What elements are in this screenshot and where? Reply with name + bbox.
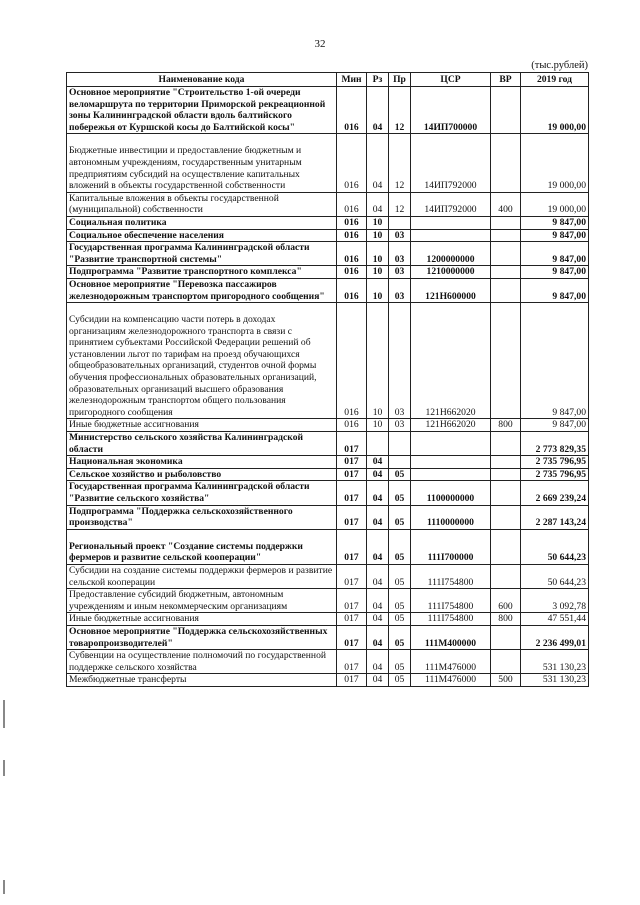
table-row (67, 650, 589, 674)
cell-csr: 14ИП792000 (411, 192, 491, 216)
cell-csr: 1200000000 (411, 242, 491, 266)
margin-mark (3, 760, 5, 776)
cell-min: 016 (337, 229, 367, 242)
cell-pr: 03 (389, 266, 411, 279)
cell-vr (491, 625, 521, 649)
cell-amount: 9 847,00 (521, 242, 589, 266)
cell-amount: 2 773 829,35 (521, 432, 589, 456)
cell-pr: 05 (389, 650, 411, 674)
cell-amount: 50 644,23 (521, 529, 589, 564)
cell-vr (491, 134, 521, 192)
cell-min: 017 (337, 674, 367, 687)
cell-vr (491, 529, 521, 564)
table-row (67, 625, 589, 649)
cell-min: 017 (337, 650, 367, 674)
cell-amount: 19 000,00 (521, 134, 589, 192)
cell-min: 016 (337, 303, 367, 419)
table-row (67, 192, 589, 216)
cell-pr: 05 (389, 468, 411, 481)
cell-csr: 111I754800 (411, 613, 491, 626)
table-row (67, 468, 589, 481)
cell-vr (491, 481, 521, 505)
table-row (67, 529, 589, 564)
cell-rz: 04 (367, 468, 389, 481)
cell-name: Государственная программа Калининградской области "Развитие транспортной системы" (67, 242, 337, 266)
cell-rz: 10 (367, 266, 389, 279)
cell-name: Предоставление субсидий бюджетным, автономным учреждениям и иным некоммерческим организациям (67, 589, 337, 613)
cell-min: 017 (337, 564, 367, 588)
cell-pr (389, 432, 411, 456)
margin-mark (3, 880, 5, 894)
table-row (67, 134, 589, 192)
unit-note: (тыс.рублей) (531, 60, 588, 71)
cell-vr (491, 278, 521, 302)
cell-csr: 14ИП700000 (411, 87, 491, 134)
cell-amount: 19 000,00 (521, 87, 589, 134)
cell-vr (491, 87, 521, 134)
cell-rz: 04 (367, 613, 389, 626)
cell-csr: 111М476000 (411, 674, 491, 687)
cell-rz: 10 (367, 419, 389, 432)
table-row (67, 242, 589, 266)
header-min: Мин (337, 73, 367, 87)
cell-rz: 04 (367, 650, 389, 674)
cell-vr: 800 (491, 419, 521, 432)
cell-pr: 12 (389, 192, 411, 216)
cell-name: Сельское хозяйство и рыболовство (67, 468, 337, 481)
cell-min: 017 (337, 468, 367, 481)
cell-rz: 04 (367, 589, 389, 613)
cell-csr (411, 229, 491, 242)
margin-mark (3, 700, 5, 728)
table-row (67, 303, 589, 419)
cell-pr: 05 (389, 529, 411, 564)
cell-csr: 121Н600000 (411, 278, 491, 302)
cell-amount: 9 847,00 (521, 278, 589, 302)
table-row (67, 216, 589, 229)
cell-min: 017 (337, 529, 367, 564)
cell-amount: 2 735 796,95 (521, 468, 589, 481)
table-row (67, 278, 589, 302)
cell-rz: 04 (367, 529, 389, 564)
cell-min: 017 (337, 456, 367, 469)
cell-rz: 10 (367, 278, 389, 302)
cell-rz: 10 (367, 229, 389, 242)
cell-name: Основное мероприятие "Перевозка пассажиров железнодорожным транспортом пригородного сообщения" (67, 278, 337, 302)
header-rz: Рз (367, 73, 389, 87)
table-row (67, 87, 589, 134)
cell-pr: 03 (389, 278, 411, 302)
cell-vr (491, 216, 521, 229)
cell-pr: 05 (389, 564, 411, 588)
cell-name: Национальная экономика (67, 456, 337, 469)
cell-amount: 531 130,23 (521, 674, 589, 687)
cell-amount: 2 669 239,24 (521, 481, 589, 505)
table-row (67, 229, 589, 242)
cell-name: Государственная программа Калининградской области "Развитие сельского хозяйства" (67, 481, 337, 505)
cell-name: Подпрограмма "Развитие транспортного комплекса" (67, 266, 337, 279)
table-header-row (67, 73, 589, 87)
cell-vr: 400 (491, 192, 521, 216)
cell-amount: 2 735 796,95 (521, 456, 589, 469)
table-row (67, 505, 589, 529)
cell-vr: 800 (491, 613, 521, 626)
cell-pr: 03 (389, 303, 411, 419)
table-row (67, 266, 589, 279)
cell-name: Региональный проект "Создание системы поддержки фермеров и развитие сельской кооперации" (67, 529, 337, 564)
cell-rz: 04 (367, 505, 389, 529)
cell-pr: 05 (389, 674, 411, 687)
cell-vr (491, 242, 521, 266)
cell-rz: 04 (367, 134, 389, 192)
cell-vr (491, 468, 521, 481)
cell-pr: 05 (389, 625, 411, 649)
cell-name: Субсидии на создание системы поддержки фермеров и развитие сельской кооперации (67, 564, 337, 588)
cell-csr: 121Н662020 (411, 419, 491, 432)
page-number: 32 (314, 38, 326, 50)
cell-csr: 1100000000 (411, 481, 491, 505)
cell-min: 017 (337, 432, 367, 456)
cell-csr: 111М476000 (411, 650, 491, 674)
cell-min: 016 (337, 266, 367, 279)
cell-pr (389, 216, 411, 229)
cell-csr: 111I754800 (411, 564, 491, 588)
cell-pr: 12 (389, 87, 411, 134)
header-vr: ВР (491, 73, 521, 87)
cell-csr (411, 468, 491, 481)
cell-csr: 111I754800 (411, 589, 491, 613)
cell-name: Капитальные вложения в объекты государственной (муниципальной) собственности (67, 192, 337, 216)
table-row (67, 481, 589, 505)
cell-name: Социальное обеспечение населения (67, 229, 337, 242)
table-row (67, 589, 589, 613)
cell-name: Подпрограмма "Поддержка сельскохозяйственного производства" (67, 505, 337, 529)
cell-min: 016 (337, 419, 367, 432)
cell-amount: 2 236 499,01 (521, 625, 589, 649)
cell-vr (491, 456, 521, 469)
cell-min: 016 (337, 87, 367, 134)
cell-csr: 1110000000 (411, 505, 491, 529)
cell-pr: 12 (389, 134, 411, 192)
cell-amount: 19 000,00 (521, 192, 589, 216)
cell-amount: 9 847,00 (521, 419, 589, 432)
cell-rz: 04 (367, 87, 389, 134)
cell-name: Основное мероприятие "Поддержка сельскохозяйственных товаропроизводителей" (67, 625, 337, 649)
cell-pr: 05 (389, 505, 411, 529)
cell-pr (389, 456, 411, 469)
cell-amount: 9 847,00 (521, 229, 589, 242)
cell-rz: 04 (367, 456, 389, 469)
cell-pr: 05 (389, 589, 411, 613)
table-body (67, 87, 589, 687)
table-row (67, 564, 589, 588)
cell-vr (491, 229, 521, 242)
cell-amount: 3 092,78 (521, 589, 589, 613)
cell-amount: 9 847,00 (521, 216, 589, 229)
cell-vr (491, 432, 521, 456)
table-row (67, 613, 589, 626)
cell-csr: 111I700000 (411, 529, 491, 564)
cell-pr: 03 (389, 242, 411, 266)
cell-rz: 10 (367, 216, 389, 229)
cell-rz: 04 (367, 481, 389, 505)
cell-vr: 500 (491, 674, 521, 687)
cell-vr (491, 505, 521, 529)
cell-min: 017 (337, 481, 367, 505)
cell-pr: 05 (389, 613, 411, 626)
header-name: Наименование кода (67, 73, 337, 87)
header-pr: Пр (389, 73, 411, 87)
table-row (67, 419, 589, 432)
cell-csr (411, 432, 491, 456)
cell-csr (411, 216, 491, 229)
cell-min: 017 (337, 505, 367, 529)
cell-rz: 04 (367, 674, 389, 687)
cell-csr: 121Н662020 (411, 303, 491, 419)
cell-rz: 04 (367, 625, 389, 649)
cell-csr: 14ИП792000 (411, 134, 491, 192)
header-csr: ЦСР (411, 73, 491, 87)
cell-pr: 05 (389, 481, 411, 505)
cell-rz: 04 (367, 192, 389, 216)
cell-vr (491, 564, 521, 588)
cell-csr: 111М400000 (411, 625, 491, 649)
cell-csr: 1210000000 (411, 266, 491, 279)
cell-min: 016 (337, 216, 367, 229)
cell-amount: 531 130,23 (521, 650, 589, 674)
cell-pr: 03 (389, 419, 411, 432)
budget-table (66, 72, 589, 687)
cell-min: 016 (337, 134, 367, 192)
cell-amount: 9 847,00 (521, 266, 589, 279)
cell-amount: 50 644,23 (521, 564, 589, 588)
cell-rz: 10 (367, 303, 389, 419)
cell-min: 016 (337, 242, 367, 266)
cell-csr (411, 456, 491, 469)
cell-name: Субсидии на компенсацию части потерь в доходах организациям железнодорожного транспорта в связи с принятием субъектами Российской Федерации решений об установлении льгот по тарифам на проезд обучающихся общеобразовательных организаций, студентов очной формы обучения профессиональных образовательных организаций, образовательных организаций высшего образования железнодорожным транспортом общего пользования пригородного сообщения (67, 303, 337, 419)
cell-min: 016 (337, 278, 367, 302)
header-year: 2019 год (521, 73, 589, 87)
cell-rz: 04 (367, 564, 389, 588)
cell-name: Иные бюджетные ассигнования (67, 419, 337, 432)
cell-rz: 10 (367, 242, 389, 266)
table-row (67, 674, 589, 687)
cell-vr (491, 266, 521, 279)
cell-min: 016 (337, 192, 367, 216)
cell-min: 017 (337, 625, 367, 649)
cell-amount: 2 287 143,24 (521, 505, 589, 529)
cell-vr (491, 650, 521, 674)
cell-name: Субвенции на осуществление полномочий по государственной поддержке сельского хозяйства (67, 650, 337, 674)
cell-vr (491, 303, 521, 419)
table-row (67, 456, 589, 469)
cell-pr: 03 (389, 229, 411, 242)
cell-min: 017 (337, 613, 367, 626)
cell-name: Бюджетные инвестиции и предоставление бюджетным и автономным учреждениям, государственным унитарным предприятиям субсидий на осуществление капитальных вложений в объекты государственной собственности (67, 134, 337, 192)
cell-vr: 600 (491, 589, 521, 613)
table-row (67, 432, 589, 456)
cell-min: 017 (337, 589, 367, 613)
cell-amount: 47 551,44 (521, 613, 589, 626)
cell-name: Межбюджетные трансферты (67, 674, 337, 687)
cell-amount: 9 847,00 (521, 303, 589, 419)
cell-name: Социальная политика (67, 216, 337, 229)
cell-rz (367, 432, 389, 456)
cell-name: Иные бюджетные ассигнования (67, 613, 337, 626)
cell-name: Основное мероприятие "Строительство 1-ой очереди веломаршрута по территории Приморской рекреационной зоны Калининградской области вдоль балтийского побережья от Куршской косы до Балтийской косы" (67, 87, 337, 134)
cell-name: Министерство сельского хозяйства Калининградской области (67, 432, 337, 456)
